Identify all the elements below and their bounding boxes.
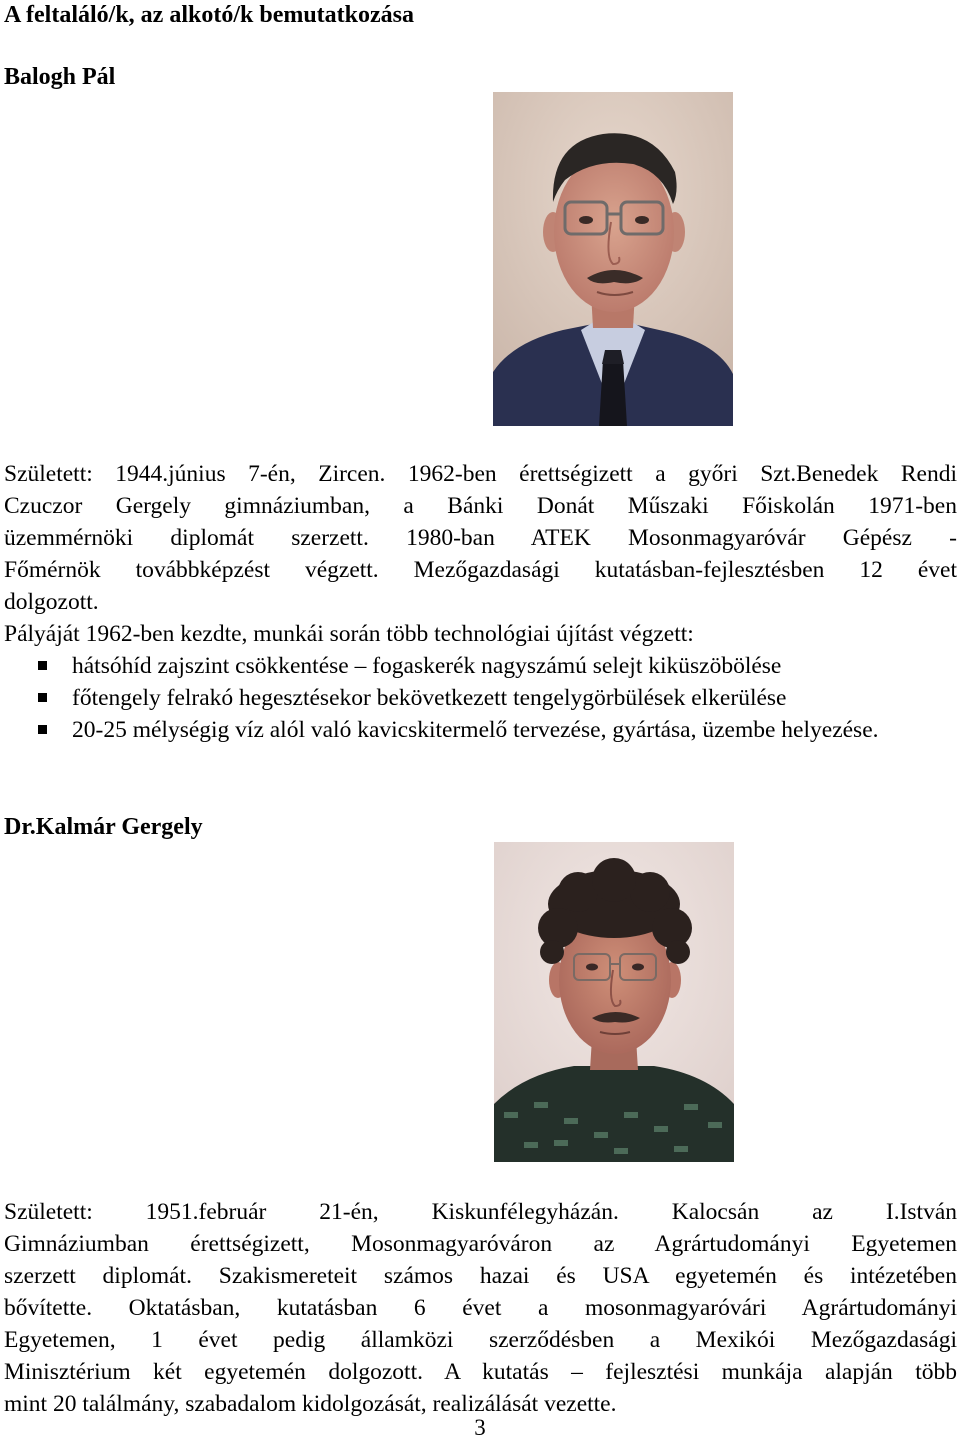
person1-bio-line: Czuczor Gergely gimnáziumban, a Bánki Donát Műszaki Főiskolán 1971-ben (4, 493, 957, 519)
person1-career-intro: Pályáját 1962-ben kezdte, munkái során több technológiai újítást végzett: (4, 621, 694, 647)
list-item (38, 650, 960, 682)
square-bullet-icon (38, 725, 47, 734)
page-number: 3 (474, 1415, 486, 1440)
section-title: A feltaláló/k, az alkotó/k bemutatkozása (4, 2, 415, 28)
person2-bio-line: mint 20 találmány, szabadalom kidolgozását, realizálását vezette. (4, 1391, 617, 1417)
person1-bio (4, 458, 957, 650)
person1-bio-line: Született: 1944.június 7-én, Zircen. 1962-ben érettségizett a győri Szt.Benedek Rendi (4, 461, 957, 487)
person2-bio (4, 1196, 957, 1420)
portrait-kalmar-gergely (494, 842, 734, 1162)
list-item-text: 20-25 mélységig víz alól való kavicskitermelő tervezése, gyártása, üzembe helyezése. (72, 717, 879, 743)
person2-bio-line: Minisztérium két egyetemén dolgozott. A kutatás – fejlesztési munkája alapján több (4, 1359, 957, 1385)
portrait-balogh-pal (493, 92, 733, 426)
person1-name: Balogh Pál (4, 64, 116, 90)
list-item-text: főtengely felrakó hegesztésekor bekövetkezett tengelygörbülések elkerülése (72, 685, 787, 711)
person2-bio-line: Született: 1951.február 21-én, Kiskunfélegyházán. Kalocsán az I.István (4, 1199, 957, 1225)
list-item-text: hátsóhíd zajszint csökkentése – fogaskerék nagyszámú selejt kiküszöbölése (72, 653, 782, 679)
person2-name: Dr.Kalmár Gergely (4, 814, 203, 840)
person1-bio-line: dolgozott. (4, 589, 99, 615)
list-item (38, 682, 960, 714)
person2-bio-line: Egyetemen, 1 évet pedig államközi szerződésben a Mexikói Mezőgazdasági (4, 1327, 957, 1353)
person1-bio-line: üzemmérnöki diplomát szerzett. 1980-ban ATEK Mosonmagyaróvár Gépész - (4, 525, 957, 551)
person2-bio-line: szerzett diplomát. Szakismereteit számos hazai és USA egyetemén és intézetében (4, 1263, 957, 1289)
person1-bio-line: Főmérnök továbbképzést végzett. Mezőgazdasági kutatásban-fejlesztésben 12 évet (4, 557, 957, 583)
square-bullet-icon (38, 661, 47, 670)
person2-bio-line: bővítette. Oktatásban, kutatásban 6 évet a mosonmagyaróvári Agrártudományi (4, 1295, 957, 1321)
list-item (38, 714, 960, 778)
person2-bio-line: Gimnáziumban érettségizett, Mosonmagyaróváron az Agrártudományi Egyetemen (4, 1231, 957, 1257)
square-bullet-icon (38, 693, 47, 702)
